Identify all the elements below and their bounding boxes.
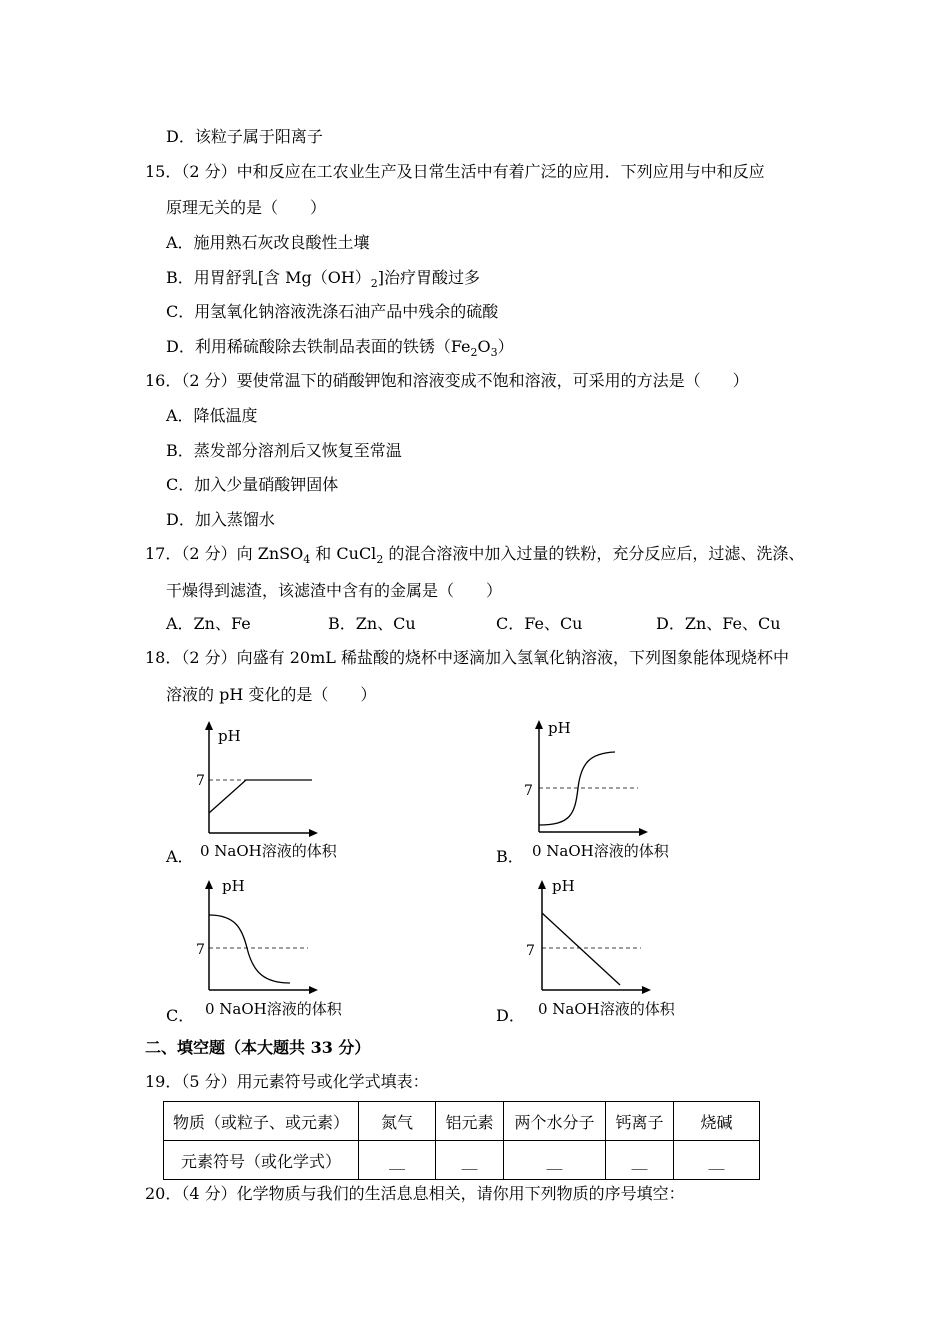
q20-stem: 20．（4 分）化学物质与我们的生活息息相关，请你用下列物质的序号填空： — [145, 1184, 685, 1203]
table-header-cell: 铝元素 — [436, 1102, 504, 1141]
ph-curve — [542, 913, 620, 985]
x-axis-arrow-icon — [309, 829, 318, 837]
table-row — [164, 1141, 760, 1180]
ph-curve — [539, 752, 615, 825]
q15-option-d-sub2: 3 — [490, 346, 498, 360]
x-axis-label: 0 NaOH溶液的体积 — [538, 1000, 675, 1018]
y-axis-label: pH — [218, 727, 241, 745]
q18-graph-a-letter: A． — [166, 847, 194, 866]
table-header-cell: 两个水分子 — [504, 1102, 606, 1141]
q15-option-b — [166, 268, 480, 294]
y-axis-arrow-icon — [205, 880, 213, 889]
table-header-cell: 钙离子 — [606, 1102, 674, 1141]
q17-stem-post: 的混合溶液中加入过量的铁粉，充分反应后，过滤、洗涤、 — [383, 544, 805, 563]
q18-graph-b — [520, 715, 690, 865]
q17-option-d: D．Zn、Fe、Cu — [656, 614, 781, 633]
y-axis-arrow-icon — [538, 880, 546, 889]
q15-option-b-pre: B．用胃舒乳[含 Mg（OH） — [166, 268, 371, 287]
x-axis-label: 0 NaOH溶液的体积 — [200, 842, 337, 860]
ph-curve — [209, 780, 312, 813]
q17-stem-sub1: 4 — [303, 553, 311, 567]
table-row — [164, 1102, 760, 1141]
q19-stem: 19．（5 分）用元素符号或化学式填表： — [145, 1072, 429, 1091]
x-axis-label: 0 NaOH溶液的体积 — [532, 842, 669, 860]
q16-option-c: C．加入少量硝酸钾固体 — [166, 475, 339, 494]
q15-option-a: A．施用熟石灰改良酸性土壤 — [166, 233, 370, 252]
q14-option-d: D．该粒子属于阳离子 — [166, 127, 323, 146]
q15-option-d-sub1: 2 — [470, 346, 478, 360]
q15-option-d-pre: D．利用稀硫酸除去铁制品表面的铁锈（Fe — [166, 337, 471, 356]
q16-option-d: D．加入蒸馏水 — [166, 510, 275, 529]
q18-graph-d-letter: D． — [496, 1006, 525, 1025]
q15-stem-line2: 原理无关的是（ ） — [166, 198, 327, 217]
q15-option-c: C．用氢氧化钠溶液洗涤石油产品中残余的硫酸 — [166, 302, 499, 321]
q18-graph-d — [520, 873, 690, 1023]
q18-graph-c-letter: C． — [166, 1006, 195, 1025]
y-axis-arrow-icon — [535, 720, 543, 729]
seven-tick-label: 7 — [524, 783, 533, 799]
q15-option-b-post: ]治疗胃酸过多 — [377, 268, 481, 287]
q17-option-b: B．Zn、Cu — [328, 614, 416, 633]
q17-stem-line2: 干燥得到滤渣，该滤渣中含有的金属是（ ） — [166, 581, 503, 600]
q15-option-d-post: ） — [497, 337, 514, 356]
x-axis-arrow-icon — [309, 986, 318, 994]
answer-blank[interactable]: __ — [359, 1141, 436, 1180]
y-axis-label: pH — [552, 877, 575, 895]
q17-stem-line1 — [145, 544, 804, 570]
ph-curve — [209, 915, 290, 983]
q17-option-c: C．Fe、Cu — [496, 614, 583, 633]
q15-stem-line1: 15．（2 分）中和反应在工农业生产及日常生活中有着广泛的应用．下列应用与中和反应 — [145, 162, 765, 181]
q16-stem: 16．（2 分）要使常温下的硝酸钾饱和溶液变成不饱和溶液，可采用的方法是（ ） — [145, 371, 749, 390]
q16-option-a: A．降低温度 — [166, 406, 258, 425]
q18-graph-a — [190, 715, 360, 865]
answer-blank[interactable]: __ — [674, 1141, 760, 1180]
table-header-cell: 烧碱 — [674, 1102, 760, 1141]
table-cell: 元素符号（或化学式） — [164, 1141, 359, 1180]
q15-option-d — [166, 337, 514, 363]
q15-option-b-sub: 2 — [370, 277, 378, 291]
q19-table — [163, 1101, 760, 1180]
q18-graph-c — [190, 873, 360, 1023]
y-axis-arrow-icon — [205, 721, 213, 730]
y-axis-label: pH — [222, 877, 245, 895]
x-axis-label: 0 NaOH溶液的体积 — [205, 1000, 342, 1018]
answer-blank[interactable]: __ — [504, 1141, 606, 1180]
q17-option-a: A．Zn、Fe — [166, 614, 251, 633]
table-header-cell: 物质（或粒子、或元素） — [164, 1102, 359, 1141]
q17-stem-mid: 和 CuCl — [310, 544, 377, 563]
seven-tick-label: 7 — [526, 943, 535, 959]
x-axis-arrow-icon — [642, 986, 651, 994]
answer-blank[interactable]: __ — [606, 1141, 674, 1180]
seven-tick-label: 7 — [196, 773, 205, 789]
q17-stem-sub2: 2 — [376, 553, 384, 567]
q18-graph-b-letter: B． — [496, 847, 524, 866]
section-title: 二、填空题（本大题共 33 分） — [145, 1038, 371, 1057]
seven-tick-label: 7 — [196, 942, 205, 958]
q18-stem-line1: 18．（2 分）向盛有 20mL 稀盐酸的烧杯中逐滴加入氢氧化钠溶液，下列图象能体现烧杯中 — [145, 648, 789, 667]
x-axis-arrow-icon — [639, 828, 648, 836]
table-header-cell: 氮气 — [359, 1102, 436, 1141]
q15-option-d-mid: O — [477, 337, 491, 356]
y-axis-label: pH — [548, 719, 571, 737]
q17-stem-pre: 17．（2 分）向 ZnSO — [145, 544, 304, 563]
q18-stem-line2: 溶液的 pH 变化的是（ ） — [166, 685, 377, 704]
q16-option-b: B．蒸发部分溶剂后又恢复至常温 — [166, 441, 402, 460]
answer-blank[interactable]: __ — [436, 1141, 504, 1180]
